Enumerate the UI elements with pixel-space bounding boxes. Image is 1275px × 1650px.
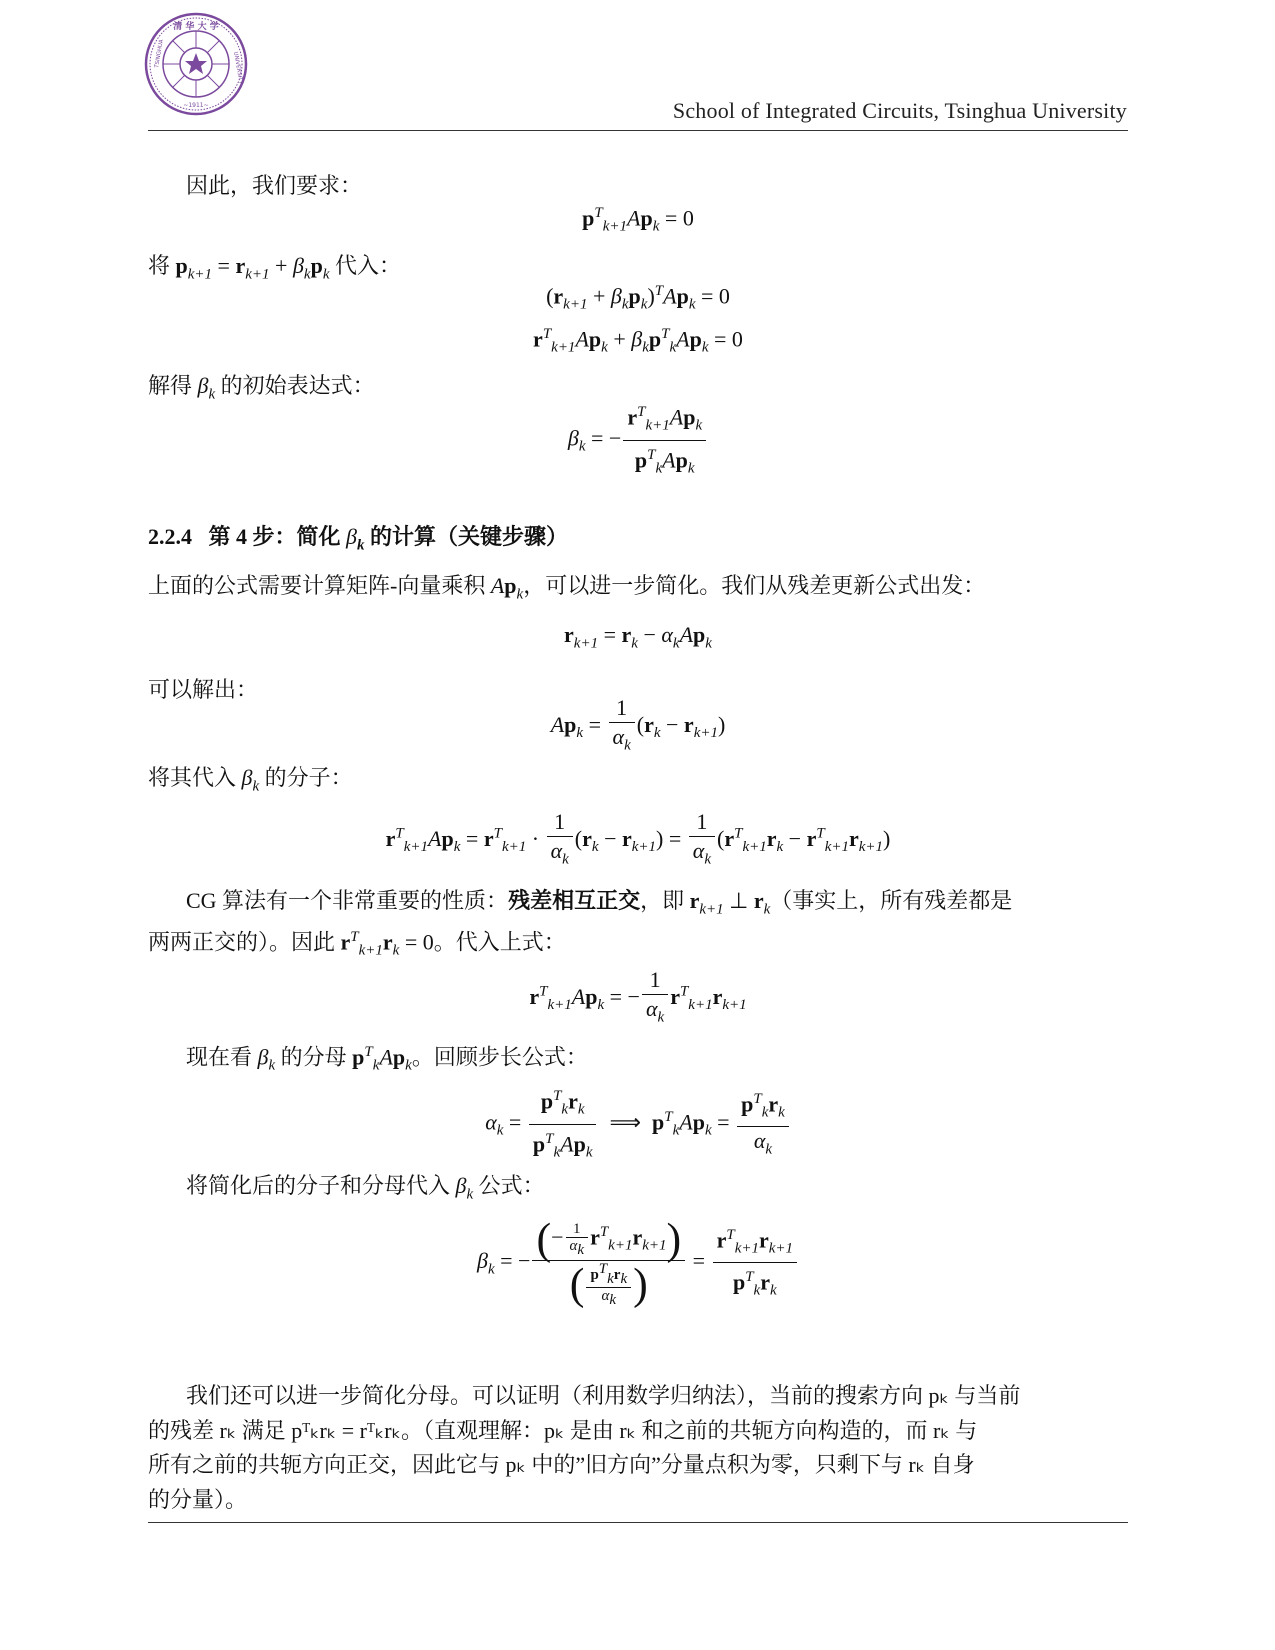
- paragraph: 我们还可以进一步简化分母。可以证明（利用数学归纳法），当前的搜索方向 pₖ 与当前: [186, 1383, 1021, 1408]
- paragraph: 上面的公式需要计算矩阵-向量乘积 $Ap_k$，可以进一步简化。我们从残差更新公式出发：: [148, 573, 986, 603]
- paragraph: 将其代入 $\beta_k$ 的分子：: [148, 765, 353, 795]
- equation: $\alpha_k$ = $\frac{p^T_kr_k}{p^T_kAp_k}$ ⟹ $p^T_kAp_k$ = $\frac{p^T_kr_k}{\alpha_k}$: [148, 1082, 1128, 1166]
- paragraph: 的分量）。: [148, 1487, 248, 1512]
- header-title: School of Integrated Circuits, Tsinghua University: [672, 98, 1127, 123]
- paragraph: 现在看 $\beta_k$ 的分母 $p^T_kAp_k$。回顾步长公式：: [186, 1044, 588, 1074]
- paragraph: 解得 $\beta_k$ 的初始表达式：: [148, 373, 375, 403]
- equation: $\beta_k$ = − $\frac{r^T_{k+1}Ap_k}{p^T_kAp_k}$: [148, 398, 1128, 482]
- equation: $\beta_k$ = − (− $\frac{1}{\alpha_k}$ $r^T_{k+1}r_{k+1}$) ( $\frac{p^T_kr_k}{\alpha_k}$ ) = $\frac{r^T_{k+1}r_{k+1}}{p^T_kr_k}$: [148, 1218, 1128, 1308]
- paragraph: 可以解出：: [148, 677, 259, 702]
- paragraph: 因此，我们要求：: [186, 173, 363, 198]
- paragraph: 两两正交的）。因此 $r^T_{k+1}r_k = 0$。代入上式：: [148, 929, 566, 959]
- header-rule: [148, 130, 1128, 131]
- equation: $r_{k+1} = r_k - \alpha_kAp_k$: [564, 622, 712, 652]
- equation: $r^T_{k+1}Ap_k = r^T_{k+1}$ · $\frac{1}{\alpha_k}$ $(r_k - r_{k+1})$ = $\frac{1}{\alpha_k}$ $(r^T_{k+1}r_k - r^T_{k+1}r_{k+1})$: [385, 809, 891, 868]
- svg-text:TSINGHUA: TSINGHUA: [154, 38, 165, 69]
- svg-text:~1911~: ~1911~: [183, 102, 209, 109]
- paragraph: CG 算法有一个非常重要的性质：残差相互正交，即 $r_{k+1}$ ⊥ $r_k$（事实上，所有残差都是: [186, 888, 1013, 918]
- equation: $r^T_{k+1}Ap_k$ = − $\frac{1}{\alpha_k}$ $r^T_{k+1}r_{k+1}$: [529, 967, 747, 1026]
- svg-text:UNIVERSITY: UNIVERSITY: [232, 51, 244, 85]
- paragraph: 将简化后的分子和分母代入 $\beta_k$ 公式：: [186, 1173, 545, 1203]
- svg-text:清 华 大 学: 清 华 大 学: [173, 22, 219, 32]
- paragraph: 将 $p_{k+1} = r_{k+1} + \beta_kp_k$ 代入：: [148, 253, 402, 283]
- section-heading: 2.2.4 第 4 步：简化 $\beta_k$ 的计算（关键步骤）: [148, 524, 568, 554]
- university-seal-icon: [144, 12, 248, 116]
- equation: $r^T_{k+1}Ap_k + \beta_kp^T_kAp_k = 0$: [533, 326, 743, 356]
- paragraph: 所有之前的共轭方向正交，因此它与 pₖ 中的”旧方向”分量点积为零，只剩下与 rₖ 自身: [148, 1452, 975, 1477]
- equation: $p^T_{k+1}Ap_k = 0$: [582, 205, 694, 235]
- equation: $(r_{k+1} + \beta_kp_k)^TAp_k = 0$: [546, 283, 730, 313]
- paragraph: 的残差 rₖ 满足 pᵀₖrₖ = rᵀₖrₖ。（直观理解：pₖ 是由 rₖ 和之前的共轭方向构造的，而 rₖ 与: [148, 1418, 978, 1443]
- equation: $Ap_k$ = $\frac{1}{\alpha_k}$ $(r_k - r_{k+1})$: [550, 695, 726, 754]
- footer-rule: [148, 1522, 1128, 1523]
